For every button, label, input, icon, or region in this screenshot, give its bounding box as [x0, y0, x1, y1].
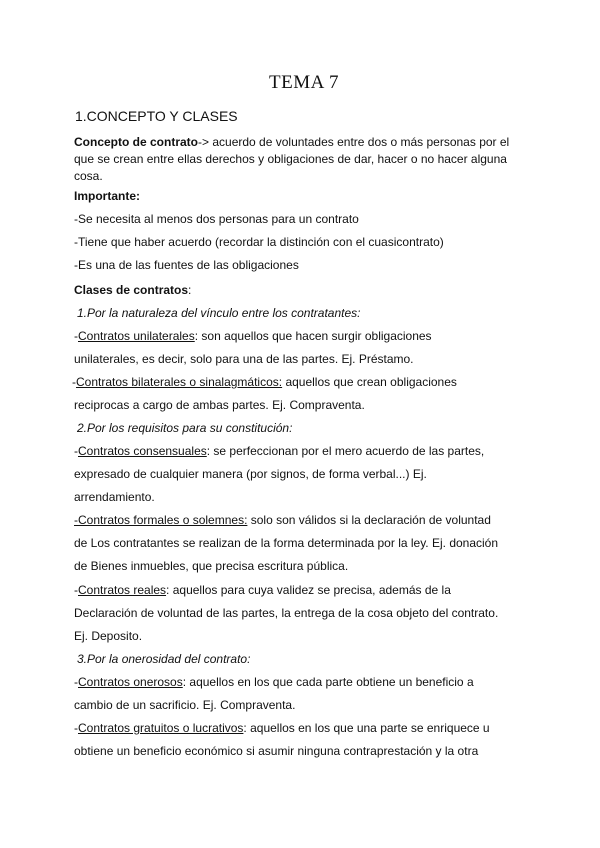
consensuales-rest: : se perfeccionan por el mero acuerdo de las partes,: [206, 444, 485, 458]
section-heading: 1.CONCEPTO Y CLASES: [75, 108, 238, 124]
unilaterales-term: Contratos unilaterales: [78, 329, 195, 343]
page-title-text: TEMA 7: [268, 72, 340, 93]
formales-rest: solo son válidos si la declaración de voluntad: [247, 513, 491, 527]
importante-label: Importante:: [74, 189, 140, 203]
bilaterales-line-1: [72, 375, 457, 389]
clases-colon: :: [188, 283, 192, 297]
onerosos-rest: : aquellos en los que cada parte obtiene un beneficio a: [182, 675, 474, 689]
concepto-paragraph: [74, 134, 524, 185]
gratuitos-line-1: [74, 721, 490, 735]
gratuitos-rest: : aquellos en los que una parte se enriquece u: [243, 721, 490, 735]
unilaterales-line-2: unilaterales, es decir, solo para una de las partes. Ej. Préstamo.: [74, 352, 414, 366]
clases-label: Clases de contratos: [74, 283, 189, 297]
importante-item-2: -Tiene que haber acuerdo (recordar la distinción con el cuasicontrato): [74, 235, 444, 249]
unilaterales-prefix: -: [74, 329, 78, 343]
bilaterales-term: Contratos bilaterales o sinalagmáticos:: [76, 375, 283, 389]
group-2-heading: 2.Por los requisitos para su constitución:: [77, 421, 293, 435]
concepto-label: Concepto de contrato: [74, 135, 199, 149]
consensuales-line-1: [74, 444, 484, 458]
gratuitos-line-2: obtiene un beneficio económico si asumir ninguna contraprestación y la otra: [74, 744, 479, 758]
gratuitos-prefix: -: [74, 721, 78, 735]
onerosos-prefix: -: [74, 675, 78, 689]
gratuitos-term: Contratos gratuitos o lucrativos: [78, 721, 244, 735]
formales-line-3: de Bienes inmuebles, que precisa escritura pública.: [74, 559, 349, 573]
reales-line-1: [74, 583, 451, 597]
importante-item-1: -Se necesita al menos dos personas para un contrato: [74, 212, 359, 226]
clases-heading: [74, 283, 191, 297]
consensuales-line-3: arrendamiento.: [74, 490, 155, 504]
importante-item-3: -Es una de las fuentes de las obligaciones: [74, 258, 299, 272]
formales-term: -Contratos formales o solemnes:: [74, 513, 248, 527]
page-title: [0, 72, 600, 94]
unilaterales-rest: : son aquellos que hacen surgir obligaciones: [194, 329, 432, 343]
formales-line-1: [74, 513, 491, 527]
reales-prefix: -: [74, 583, 78, 597]
consensuales-term: Contratos consensuales: [78, 444, 207, 458]
onerosos-term: Contratos onerosos: [78, 675, 183, 689]
group-1-heading: 1.Por la naturaleza del vínculo entre los contratantes:: [77, 306, 361, 320]
consensuales-prefix: -: [74, 444, 78, 458]
concepto-text: -> acuerdo de voluntades entre dos o más personas por el que se crean entre ellas derechos y obligaciones de dar, hacer o no hacer alguna cosa.: [74, 135, 510, 183]
reales-rest: : aquellos para cuya validez se precisa, además de la: [166, 583, 451, 597]
bilaterales-prefix: -: [72, 375, 76, 389]
consensuales-line-2: expresado de cualquier manera (por signos, de forma verbal...) Ej.: [74, 467, 427, 481]
reales-line-2: Declaración de voluntad de las partes, la entrega de la cosa objeto del contrato.: [74, 606, 499, 620]
onerosos-line-2: cambio de un sacrificio. Ej. Compraventa.: [74, 698, 296, 712]
reales-line-3: Ej. Deposito.: [74, 629, 143, 643]
bilaterales-line-2: reciprocas a cargo de ambas partes. Ej. Compraventa.: [74, 398, 365, 412]
bilaterales-rest: aquellos que crean obligaciones: [282, 375, 457, 389]
unilaterales-line-1: [74, 329, 432, 343]
formales-line-2: de Los contratantes se realizan de la forma determinada por la ley. Ej. donación: [74, 536, 499, 550]
reales-term: Contratos reales: [78, 583, 167, 597]
group-3-heading: 3.Por la onerosidad del contrato:: [77, 652, 251, 666]
onerosos-line-1: [74, 675, 474, 689]
